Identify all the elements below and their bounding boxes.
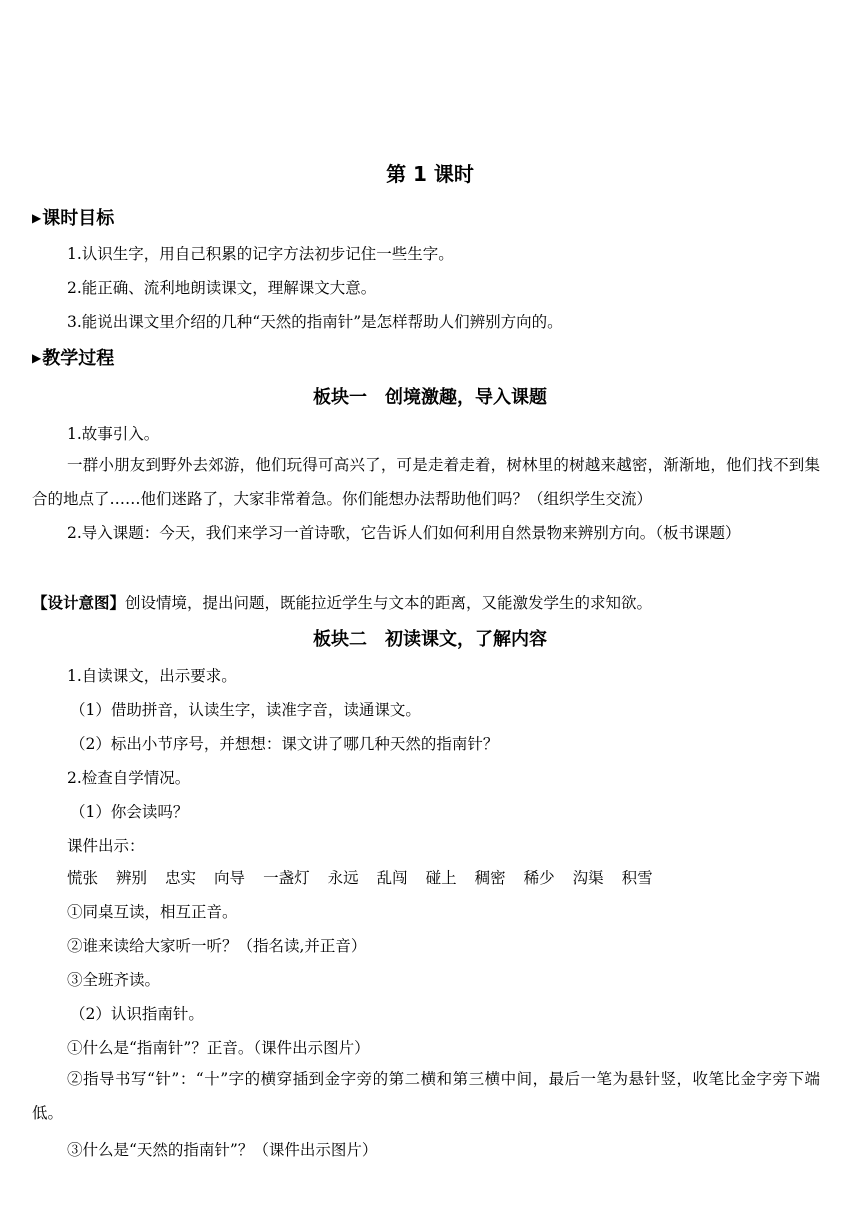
vocab-word: 一盏灯 bbox=[263, 869, 310, 887]
vocab-word: 稠密 bbox=[474, 869, 506, 887]
paragraph: ①什么是“指南针”？正音。（课件出示图片） bbox=[67, 1039, 370, 1057]
paragraph: （1）你会读吗？ bbox=[70, 803, 189, 821]
triangle-marker-icon: ▶ bbox=[32, 211, 42, 225]
block-title-1: 板块一 创境激趣，导入课题 bbox=[313, 387, 547, 408]
section-heading-goals bbox=[32, 204, 114, 230]
paragraph: ③全班齐读。 bbox=[67, 971, 161, 989]
block-title-2: 板块二 初读课文，了解内容 bbox=[313, 629, 547, 650]
design-intent-text: 创设情境，提出问题，既能拉近学生与文本的距离，又能激发学生的求知欲。 bbox=[125, 594, 653, 612]
vocab-word: 向导 bbox=[214, 869, 246, 887]
goal-item: 3.能说出课文里介绍的几种“天然的指南针”是怎样帮助人们辨别方向的。 bbox=[67, 313, 563, 331]
design-intent-note bbox=[32, 591, 652, 613]
paragraph: （2）标出小节序号，并想想：课文讲了哪几种天然的指南针？ bbox=[70, 735, 499, 753]
paragraph: ②谁来读给大家听一听？（指名读,并正音） bbox=[67, 937, 367, 955]
paragraph: 2.检查自学情况。 bbox=[67, 769, 191, 787]
paragraph: ③什么是“天然的指南针”？（课件出示图片） bbox=[67, 1141, 378, 1159]
paragraph: 1.自读课文，出示要求。 bbox=[67, 667, 237, 685]
vocab-word: 慌张 bbox=[67, 869, 99, 887]
page-title: 第 1 课时 bbox=[386, 162, 474, 186]
vocab-word: 沟渠 bbox=[572, 869, 604, 887]
paragraph: ①同桌互读，相互正音。 bbox=[67, 903, 238, 921]
vocab-word: 积雪 bbox=[621, 869, 653, 887]
design-intent-label: 【设计意图】 bbox=[32, 594, 126, 612]
vocab-word: 稀少 bbox=[523, 869, 555, 887]
paragraph: 2.导入课题：今天，我们来学习一首诗歌，它告诉人们如何利用自然景物来辨别方向。（板书课题） bbox=[67, 524, 741, 542]
vocab-word: 永远 bbox=[327, 869, 359, 887]
vocabulary-list bbox=[67, 866, 671, 888]
vocab-word: 忠实 bbox=[165, 869, 197, 887]
paragraph: 课件出示： bbox=[67, 837, 145, 855]
paragraph: ②指导书写“针”：“十”字的横穿插到金字旁的第二横和第三横中间，最后一笔为悬针竖，收笔比金字旁下端低。 bbox=[32, 1070, 820, 1122]
paragraph: （1）借助拼音，认读生字，读准字音，读通课文。 bbox=[70, 701, 421, 719]
section-heading-process bbox=[32, 344, 114, 370]
goal-item: 1.认识生字，用自己积累的记字方法初步记住一些生字。 bbox=[67, 245, 454, 263]
section-heading-text: 教学过程 bbox=[42, 348, 115, 369]
paragraph: 一群小朋友到野外去郊游，他们玩得可高兴了，可是走着走着，树林里的树越来越密，渐渐地，他们找不到集合的地点了……他们迷路了，大家非常着急。你们能想办法帮助他们吗？（组织学生交流） bbox=[32, 456, 820, 508]
goal-item: 2.能正确、流利地朗读课文，理解课文大意。 bbox=[67, 279, 377, 297]
vocab-word: 乱闯 bbox=[376, 869, 408, 887]
triangle-marker-icon: ▶ bbox=[32, 351, 42, 365]
vocab-word: 碰上 bbox=[425, 869, 457, 887]
section-heading-text: 课时目标 bbox=[42, 208, 115, 229]
vocab-word: 辨别 bbox=[116, 869, 148, 887]
paragraph: （2）认识指南针。 bbox=[70, 1005, 204, 1023]
paragraph: 1.故事引入。 bbox=[67, 425, 160, 443]
